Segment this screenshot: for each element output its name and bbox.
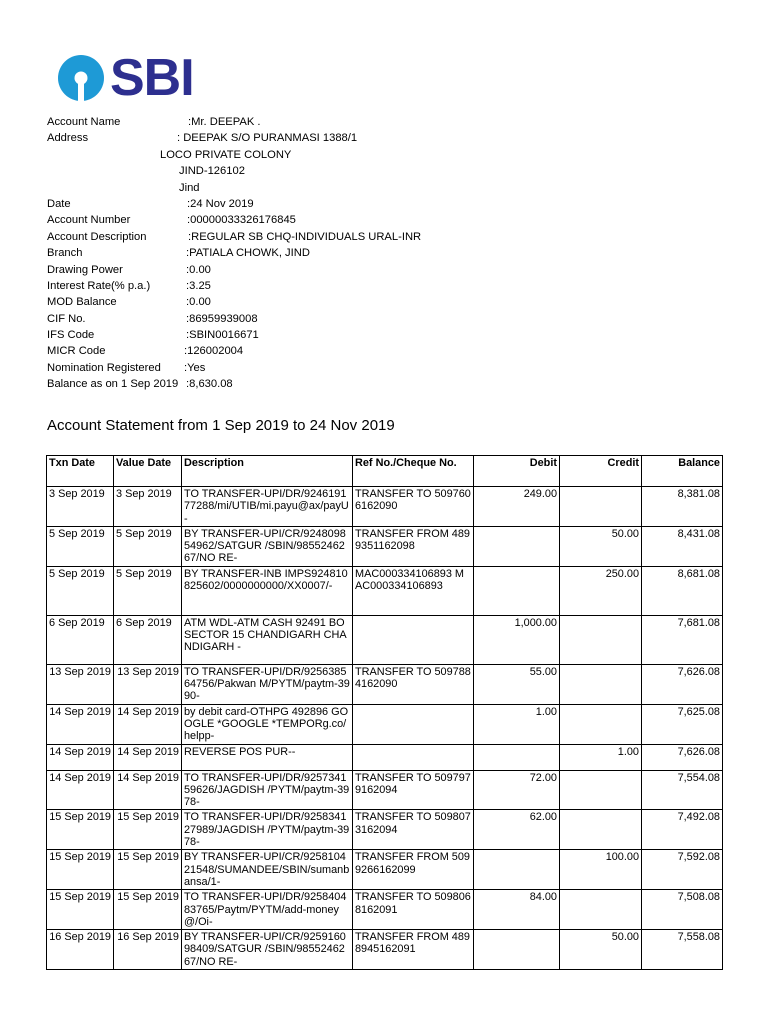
credit-cell (560, 810, 642, 850)
balance-cell-text: 7,626.08 (677, 745, 720, 758)
txn-date-cell-text: 16 Sep 2019 (49, 931, 111, 944)
table-row (47, 770, 723, 810)
balance-cell-text: 7,625.08 (677, 705, 720, 718)
balance-cell (642, 770, 723, 810)
value-date-cell (114, 566, 182, 615)
txn-date-cell (47, 615, 114, 664)
value-date-cell-text: 3 Sep 2019 (116, 488, 172, 500)
description-cell (182, 770, 353, 810)
debit-cell-text: 72.00 (529, 771, 557, 784)
ref-no-cell-text: MAC000334106893 MAC000334106893 (355, 567, 464, 593)
info-label: Account Number (47, 214, 131, 227)
table-row (47, 526, 723, 566)
credit-cell-text: 1.00 (617, 745, 639, 758)
balance-cell (642, 810, 723, 850)
credit-cell (560, 704, 642, 744)
info-label: Account Description (47, 230, 147, 243)
info-value: LOCO PRIVATE COLONY (160, 148, 292, 161)
description-cell-text: ATM WDL-ATM CASH 92491 BO SECTOR 15 CHANDIGARH CHANDIGARH - (184, 616, 347, 654)
value-date-cell-text: 13 Sep 2019 (117, 665, 179, 678)
ref-no-cell (353, 615, 474, 664)
value-date-cell-text: 6 Sep 2019 (116, 616, 172, 629)
description-cell (182, 850, 353, 890)
ref-no-cell-text: TRANSFER FROM 4899351162098 (355, 527, 470, 553)
table-header-row (47, 456, 723, 487)
txn-date-cell (47, 930, 114, 970)
debit-cell (474, 810, 560, 850)
value-date-cell (114, 850, 182, 890)
header-txn-date: Txn Date (47, 456, 114, 487)
balance-cell-text: 8,381.08 (677, 488, 720, 500)
value-date-cell-text: 14 Sep 2019 (117, 771, 179, 784)
description-cell-text: BY TRANSFER-UPI/CR/925810421548/SUMANDEE/SBIN/sumanbansa/1- (184, 851, 350, 888)
ref-no-cell-text: TRANSFER TO 5097884162090 (355, 665, 471, 691)
info-label: Balance as on 1 Sep 2019 (47, 378, 179, 391)
info-value: :0.00 (186, 263, 211, 276)
info-value: Jind (179, 181, 200, 194)
credit-cell (560, 487, 642, 527)
debit-cell-text: 1,000.00 (514, 616, 557, 629)
balance-cell (642, 664, 723, 704)
ref-no-cell (353, 566, 474, 615)
balance-cell-text: 8,431.08 (677, 527, 720, 540)
balance-cell (642, 566, 723, 615)
credit-cell (560, 566, 642, 615)
value-date-cell-text: 15 Sep 2019 (117, 891, 179, 904)
transactions-table (46, 455, 723, 970)
info-value: :Mr. DEEPAK . (188, 116, 261, 128)
balance-cell-text: 7,508.08 (677, 891, 720, 904)
ref-no-cell (353, 770, 474, 810)
ref-no-cell (353, 930, 474, 970)
debit-cell-text: 62.00 (529, 811, 557, 824)
value-date-cell (114, 526, 182, 566)
txn-date-cell-text: 15 Sep 2019 (49, 811, 111, 824)
description-cell (182, 566, 353, 615)
description-cell-text: TO TRANSFER-UPI/DR/925834127989/JAGDISH /PYTM/paytm-3978- (184, 811, 350, 849)
debit-cell-text: 84.00 (529, 891, 557, 904)
info-label: Address (47, 132, 89, 145)
info-label: Account Name (47, 116, 121, 128)
txn-date-cell-text: 15 Sep 2019 (49, 891, 111, 904)
value-date-cell (114, 615, 182, 664)
txn-date-cell (47, 487, 114, 527)
header-description: Description (182, 456, 353, 487)
logo-text: SBI (110, 49, 194, 107)
value-date-cell-text: 5 Sep 2019 (116, 527, 172, 540)
description-cell (182, 526, 353, 566)
description-cell (182, 810, 353, 850)
ref-no-cell (353, 890, 474, 930)
header-value-date: Value Date (114, 456, 182, 487)
info-label: Date (47, 197, 71, 210)
ref-no-cell (353, 526, 474, 566)
description-cell-text: BY TRANSFER-INB IMPS924810825602/0000000000/XX0007/- (184, 567, 348, 593)
txn-date-cell-text: 13 Sep 2019 (49, 665, 111, 678)
value-date-cell (114, 744, 182, 770)
info-label: MOD Balance (47, 296, 117, 309)
balance-cell (642, 850, 723, 890)
debit-cell (474, 566, 560, 615)
balance-cell-text: 8,681.08 (677, 567, 720, 580)
value-date-cell (114, 704, 182, 744)
debit-cell (474, 890, 560, 930)
description-cell-text: BY TRANSFER-UPI/CR/924809854962/SATGUR /SBIN/9855246267/NO RE- (184, 527, 346, 565)
info-value: :REGULAR SB CHQ-INDIVIDUALS URAL-INR (188, 230, 422, 243)
table-row (47, 615, 723, 664)
credit-cell (560, 664, 642, 704)
table-row (47, 487, 723, 527)
credit-cell (560, 930, 642, 970)
txn-date-cell (47, 810, 114, 850)
table-row (47, 890, 723, 930)
value-date-cell-text: 14 Sep 2019 (117, 705, 179, 718)
description-cell (182, 744, 353, 770)
txn-date-cell (47, 664, 114, 704)
ref-no-cell (353, 810, 474, 850)
value-date-cell (114, 487, 182, 527)
balance-cell-text: 7,626.08 (677, 665, 720, 678)
info-label: Drawing Power (47, 263, 123, 276)
header-credit: Credit (560, 456, 642, 487)
debit-cell (474, 744, 560, 770)
info-value: :3.25 (186, 279, 211, 292)
credit-cell (560, 890, 642, 930)
txn-date-cell (47, 704, 114, 744)
value-date-cell (114, 664, 182, 704)
table-row (47, 850, 723, 890)
description-cell-text: BY TRANSFER-UPI/CR/925916098409/SATGUR /SBIN/9855246267/NO RE- (184, 931, 346, 968)
balance-cell-text: 7,681.08 (677, 616, 720, 629)
credit-cell-text: 50.00 (611, 931, 639, 944)
value-date-cell-text: 15 Sep 2019 (117, 811, 179, 824)
info-value: :SBIN0016671 (186, 329, 259, 342)
description-cell-text: by debit card-OTHPG 492896 GOOGLE *GOOGLE *TEMPORg.co/helpp- (184, 705, 349, 743)
ref-no-cell (353, 704, 474, 744)
txn-date-cell-text: 14 Sep 2019 (49, 745, 111, 758)
description-cell (182, 704, 353, 744)
balance-cell (642, 930, 723, 970)
value-date-cell (114, 930, 182, 970)
debit-cell-text: 1.00 (535, 705, 557, 718)
credit-cell-text: 100.00 (605, 851, 639, 864)
value-date-cell (114, 770, 182, 810)
info-value: : DEEPAK S/O PURANMASI 1388/1 (177, 132, 358, 145)
txn-date-cell (47, 890, 114, 930)
txn-date-cell-text: 5 Sep 2019 (49, 567, 105, 580)
debit-cell (474, 487, 560, 527)
balance-cell-text: 7,558.08 (677, 931, 720, 944)
credit-cell (560, 744, 642, 770)
balance-cell-text: 7,592.08 (677, 851, 720, 864)
info-label: Interest Rate(% p.a.) (47, 279, 151, 292)
value-date-cell-text: 16 Sep 2019 (117, 931, 179, 944)
value-date-cell-text: 5 Sep 2019 (116, 567, 172, 580)
table-row (47, 810, 723, 850)
info-value: :86959939008 (186, 312, 258, 325)
description-cell-text: TO TRANSFER-UPI/DR/925840483765/Paytm/PYTM/add-money@/Oi- (184, 891, 347, 928)
statement-title: Account Statement from 1 Sep 2019 to 24 Nov 2019 (47, 417, 395, 434)
ref-no-cell-text: TRANSFER TO 5098073162094 (355, 811, 471, 836)
txn-date-cell-text: 14 Sep 2019 (49, 705, 111, 718)
txn-date-cell-text: 3 Sep 2019 (49, 488, 105, 500)
info-value: :8,630.08 (186, 378, 233, 391)
info-value: :24 Nov 2019 (187, 197, 254, 210)
info-value: :126002004 (184, 345, 244, 358)
ref-no-cell-text: TRANSFER FROM 5099266162099 (355, 851, 470, 876)
credit-cell (560, 526, 642, 566)
description-cell-text: TO TRANSFER-UPI/DR/924619177288/mi/UTIB/mi.payu@ax/payU- (184, 488, 349, 525)
sbi-keyhole-icon (56, 53, 106, 103)
ref-no-cell-text: TRANSFER TO 5098068162091 (355, 891, 471, 916)
sbi-logo (56, 49, 194, 107)
txn-date-cell (47, 526, 114, 566)
description-cell-text: REVERSE POS PUR-- (184, 745, 296, 758)
ref-no-cell-text: TRANSFER TO 5097979162094 (355, 771, 471, 796)
credit-cell (560, 615, 642, 664)
balance-cell (642, 704, 723, 744)
table-row (47, 744, 723, 770)
txn-date-cell-text: 14 Sep 2019 (49, 771, 111, 784)
table-row (47, 566, 723, 615)
debit-cell (474, 850, 560, 890)
info-value: :0.00 (186, 296, 211, 309)
balance-cell (642, 487, 723, 527)
info-label: Nomination Registered (47, 361, 161, 374)
info-label: MICR Code (47, 345, 106, 358)
balance-cell (642, 890, 723, 930)
header-balance: Balance (642, 456, 723, 487)
txn-date-cell (47, 744, 114, 770)
balance-cell (642, 526, 723, 566)
info-value: JIND-126102 (179, 165, 245, 178)
txn-date-cell (47, 770, 114, 810)
description-cell (182, 615, 353, 664)
txn-date-cell (47, 850, 114, 890)
table-body (47, 487, 723, 970)
credit-cell-text: 50.00 (611, 527, 639, 540)
header-debit: Debit (474, 456, 560, 487)
txn-date-cell-text: 15 Sep 2019 (49, 851, 111, 864)
value-date-cell (114, 810, 182, 850)
balance-cell-text: 7,492.08 (677, 811, 720, 824)
ref-no-cell (353, 850, 474, 890)
description-cell (182, 890, 353, 930)
header-ref-no: Ref No./Cheque No. (353, 456, 474, 487)
debit-cell (474, 615, 560, 664)
credit-cell (560, 850, 642, 890)
txn-date-cell-text: 5 Sep 2019 (49, 527, 105, 540)
description-cell (182, 664, 353, 704)
debit-cell (474, 526, 560, 566)
debit-cell (474, 704, 560, 744)
txn-date-cell (47, 566, 114, 615)
info-value: :Yes (184, 361, 206, 374)
ref-no-cell (353, 744, 474, 770)
ref-no-cell (353, 664, 474, 704)
ref-no-cell-text: TRANSFER FROM 4898945162091 (355, 931, 470, 956)
description-cell (182, 487, 353, 527)
table-row (47, 664, 723, 704)
info-label: CIF No. (47, 312, 86, 325)
credit-cell-text: 250.00 (605, 567, 639, 580)
value-date-cell-text: 14 Sep 2019 (117, 745, 179, 758)
description-cell-text: TO TRANSFER-UPI/DR/925638564756/Pakwan M/PYTM/paytm-3990- (184, 665, 350, 703)
debit-cell (474, 770, 560, 810)
ref-no-cell-text: TRANSFER TO 5097606162090 (355, 488, 471, 513)
table-row (47, 704, 723, 744)
info-value: :PATIALA CHOWK, JIND (186, 247, 310, 260)
description-cell-text: TO TRANSFER-UPI/DR/925734159626/JAGDISH /PYTM/paytm-3978- (184, 771, 350, 809)
debit-cell-text: 249.00 (523, 488, 557, 500)
info-value: :00000033326176845 (187, 214, 296, 227)
value-date-cell-text: 15 Sep 2019 (117, 851, 179, 864)
balance-cell (642, 744, 723, 770)
balance-cell (642, 615, 723, 664)
value-date-cell (114, 890, 182, 930)
txn-date-cell-text: 6 Sep 2019 (49, 616, 105, 629)
debit-cell-text: 55.00 (529, 665, 557, 678)
description-cell (182, 930, 353, 970)
balance-cell-text: 7,554.08 (677, 771, 720, 784)
info-label: Branch (47, 247, 83, 260)
ref-no-cell (353, 487, 474, 527)
info-label: IFS Code (47, 329, 95, 342)
debit-cell (474, 664, 560, 704)
credit-cell (560, 770, 642, 810)
table-row (47, 930, 723, 970)
debit-cell (474, 930, 560, 970)
